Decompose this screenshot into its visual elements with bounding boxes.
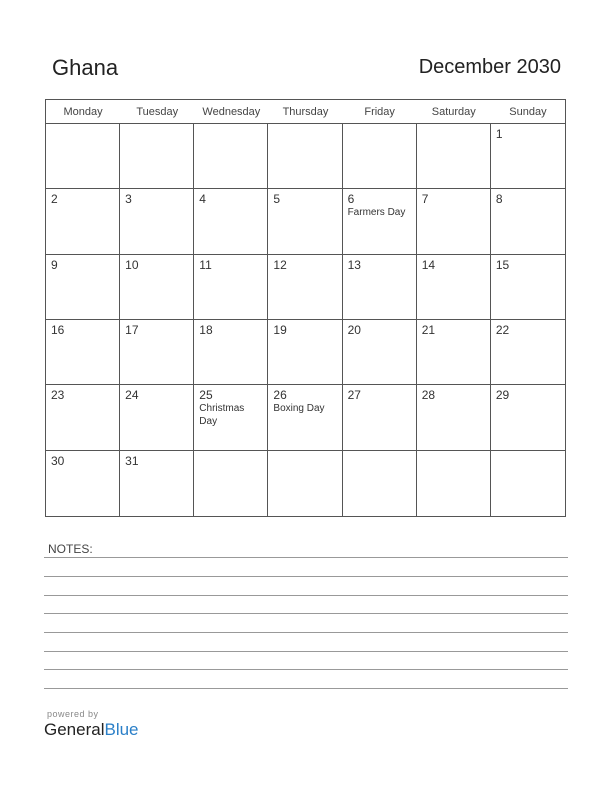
day-cell[interactable]: [491, 385, 565, 450]
day-cell[interactable]: [417, 255, 491, 320]
day-number: 17: [125, 323, 139, 337]
weekday-wednesday: Wednesday: [202, 106, 261, 118]
day-cell[interactable]: [343, 124, 417, 189]
note-line: [44, 688, 568, 689]
month-year-title: December 2030: [418, 56, 561, 78]
day-cell[interactable]: [120, 385, 194, 450]
day-cell[interactable]: [268, 451, 342, 516]
weekday-thursday: Thursday: [282, 106, 329, 118]
day-cell[interactable]: [120, 255, 194, 320]
day-cell[interactable]: [417, 385, 491, 450]
day-number: 28: [421, 388, 436, 403]
day-number: 7: [421, 192, 429, 207]
brand-general: General: [44, 720, 105, 739]
holiday-label: Farmers Day: [347, 207, 406, 219]
note-line: [44, 557, 568, 558]
weeks-grid: [46, 124, 565, 516]
day-cell[interactable]: [120, 189, 194, 254]
day-cell[interactable]: [194, 320, 268, 385]
day-number: 25: [199, 388, 213, 403]
day-cell[interactable]: [46, 320, 120, 385]
day-cell[interactable]: [491, 189, 565, 254]
day-number: 21: [421, 323, 436, 337]
day-number: 15: [495, 257, 510, 272]
day-cell[interactable]: [46, 451, 120, 516]
note-line: [44, 613, 568, 614]
day-cell[interactable]: [120, 320, 194, 385]
day-number: 20: [347, 323, 361, 337]
day-cell[interactable]: [46, 124, 120, 189]
weekday-monday: Monday: [63, 106, 103, 118]
day-number: 30: [51, 453, 65, 468]
day-cell[interactable]: [268, 124, 342, 189]
day-cell[interactable]: [268, 255, 342, 320]
day-number: 10: [125, 257, 139, 272]
powered-by-text: powered by: [47, 709, 99, 719]
day-number: 16: [51, 323, 65, 337]
day-number: 23: [51, 388, 65, 403]
day-cell[interactable]: [46, 255, 120, 320]
day-number: 2: [51, 192, 58, 207]
day-number: 6: [347, 192, 355, 207]
day-cell[interactable]: [343, 189, 417, 254]
brand-blue: Blue: [104, 720, 139, 739]
day-number: 18: [199, 323, 213, 337]
calendar-grid: [45, 99, 566, 517]
day-cell[interactable]: [417, 124, 491, 189]
day-number: 22: [495, 323, 510, 337]
day-cell[interactable]: [417, 320, 491, 385]
day-cell[interactable]: [343, 451, 417, 516]
day-number: 31: [125, 453, 139, 468]
weekday-header-row: [46, 100, 565, 124]
day-number: 19: [273, 323, 287, 337]
day-cell[interactable]: [194, 385, 268, 450]
day-number: 26: [273, 388, 287, 403]
day-cell[interactable]: [268, 189, 342, 254]
day-number: 9: [51, 257, 58, 272]
day-number: 27: [347, 388, 361, 403]
brand-logo[interactable]: [44, 720, 139, 740]
weekday-saturday: Saturday: [431, 106, 476, 118]
day-cell[interactable]: [46, 189, 120, 254]
day-number: 11: [199, 257, 212, 272]
note-line: [44, 576, 568, 577]
day-cell[interactable]: [268, 385, 342, 450]
holiday-label: Boxing Day: [273, 403, 325, 415]
day-number: 8: [495, 192, 503, 207]
holiday-label: Christmas Day: [199, 403, 245, 428]
day-number: 24: [125, 388, 139, 403]
weekday-tuesday: Tuesday: [136, 106, 179, 118]
country-title: Ghana: [52, 55, 119, 80]
day-number: 5: [273, 192, 281, 207]
day-cell[interactable]: [194, 255, 268, 320]
note-line: [44, 669, 568, 670]
day-cell[interactable]: [46, 385, 120, 450]
weekday-friday: Friday: [364, 106, 395, 118]
day-cell[interactable]: [194, 124, 268, 189]
day-number: 29: [495, 388, 510, 403]
day-number: 14: [421, 257, 436, 272]
day-cell[interactable]: [491, 320, 565, 385]
day-cell[interactable]: [491, 124, 565, 189]
day-cell[interactable]: [417, 451, 491, 516]
notes-label: NOTES:: [48, 542, 93, 556]
day-cell[interactable]: [491, 451, 565, 516]
note-line: [44, 632, 568, 633]
day-number: 12: [273, 257, 287, 272]
day-number: 4: [199, 192, 206, 207]
day-cell[interactable]: [120, 124, 194, 189]
day-cell[interactable]: [268, 320, 342, 385]
day-number: 1: [495, 127, 503, 141]
day-cell[interactable]: [417, 189, 491, 254]
day-cell[interactable]: [491, 255, 565, 320]
note-line: [44, 651, 568, 652]
weekday-sunday: Sunday: [509, 106, 547, 118]
day-number: 3: [125, 192, 132, 207]
note-line: [44, 595, 568, 596]
day-cell[interactable]: [194, 451, 268, 516]
day-cell[interactable]: [343, 320, 417, 385]
day-cell[interactable]: [194, 189, 268, 254]
day-cell[interactable]: [343, 385, 417, 450]
day-cell[interactable]: [343, 255, 417, 320]
day-number: 13: [347, 257, 361, 272]
day-cell[interactable]: [120, 451, 194, 516]
